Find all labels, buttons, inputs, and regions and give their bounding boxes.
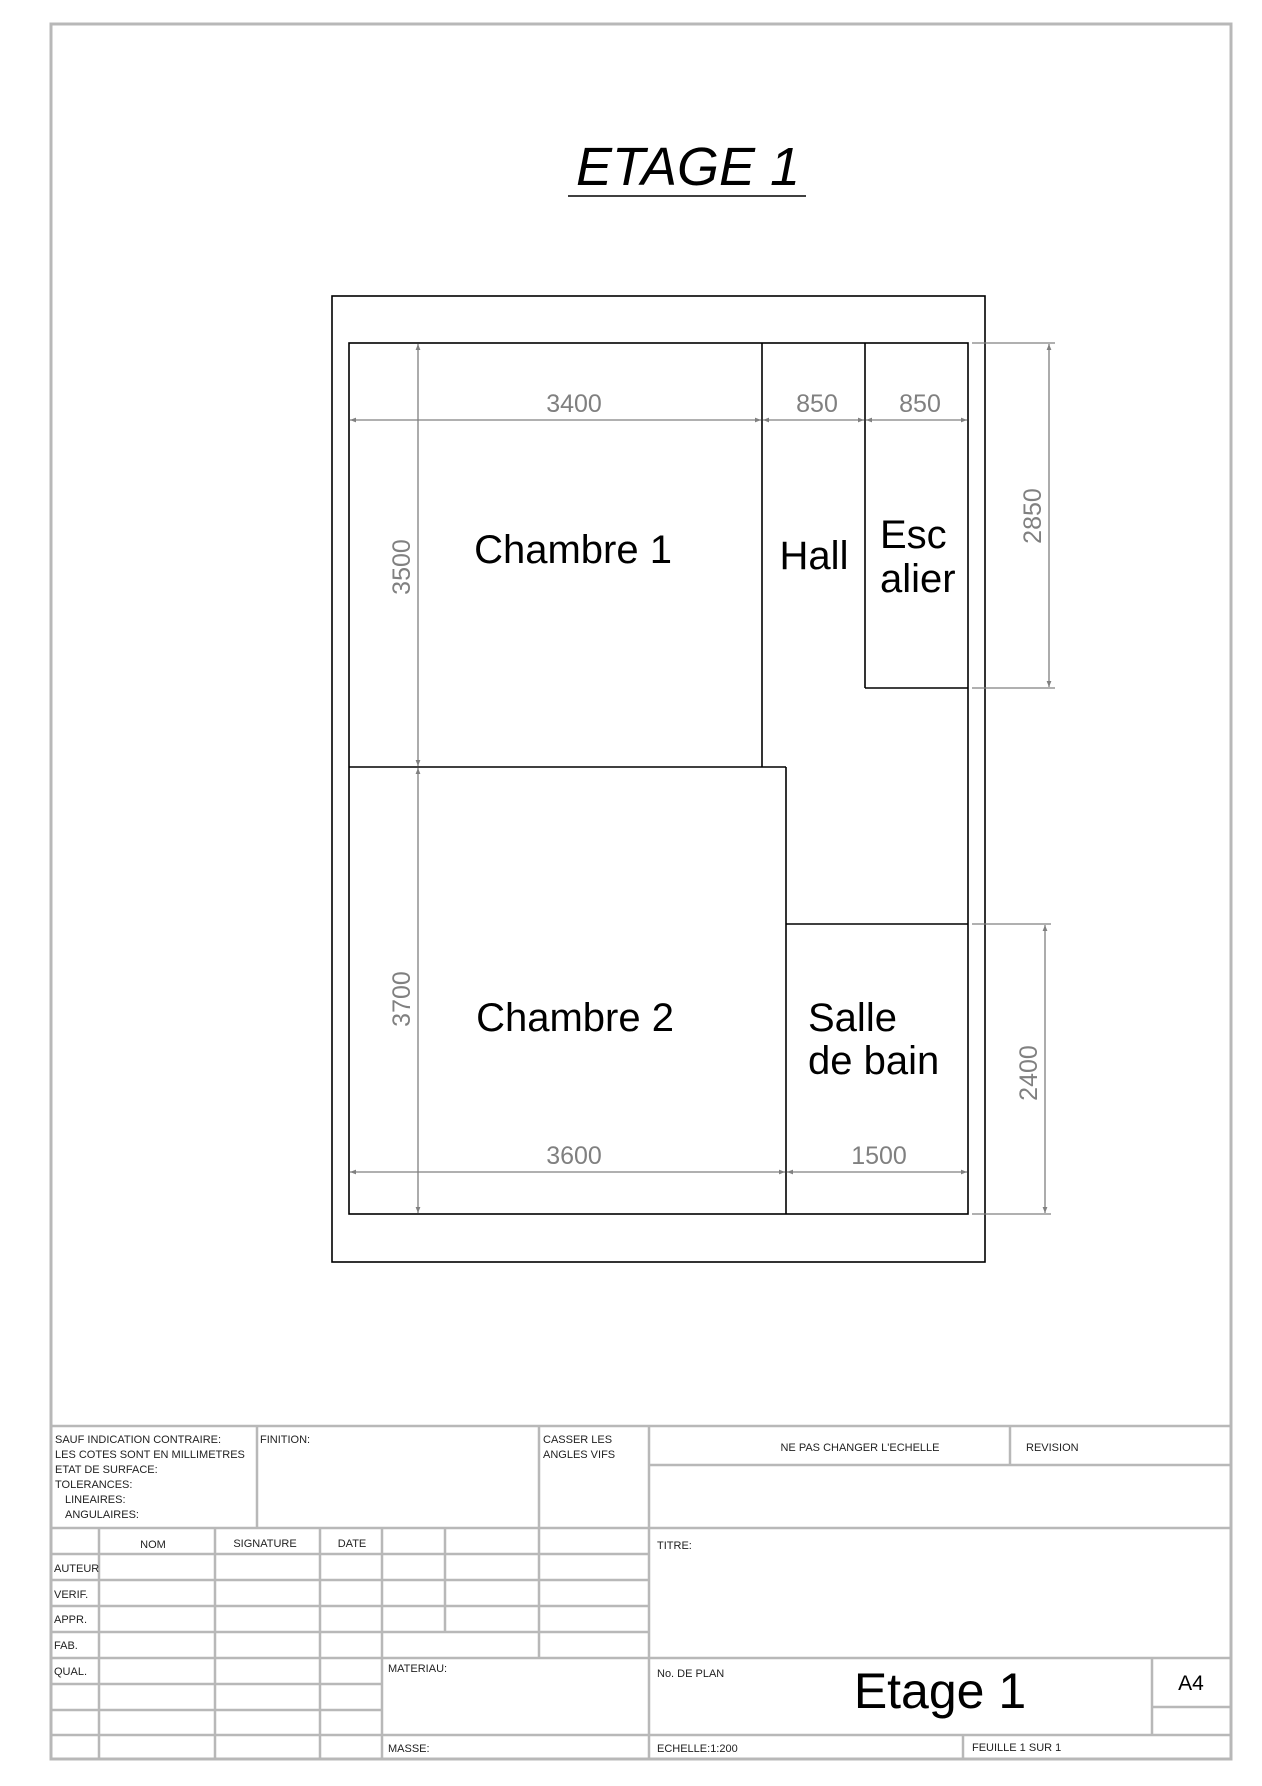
row-label-appr: APPR. xyxy=(54,1614,88,1626)
header-date: DATE xyxy=(337,1538,367,1550)
title-block xyxy=(51,1426,1231,1759)
notes-line-2: LES COTES SONT EN MILLIMETRES xyxy=(55,1449,245,1461)
header-nom: NOM xyxy=(140,1539,166,1551)
notes-line-4: TOLERANCES: xyxy=(55,1479,133,1491)
floor-plan-walls xyxy=(349,343,968,1214)
dim-value-hall-width: 850 xyxy=(796,390,838,418)
format-label: A4 xyxy=(1178,1672,1204,1695)
casser-line-1: CASSER LES xyxy=(543,1434,613,1446)
revision-label: REVISION xyxy=(1026,1442,1079,1454)
room-label-escalier-line1: Esc xyxy=(880,513,947,557)
plan-number-label: No. DE PLAN xyxy=(657,1668,725,1680)
dim-value-chambre2-width: 3600 xyxy=(546,1142,602,1170)
room-label-salle-line2: de bain xyxy=(808,1039,940,1083)
room-label-chambre1: Chambre 1 xyxy=(474,528,672,572)
dimension-lines xyxy=(350,343,1055,1214)
room-label-hall: Hall xyxy=(779,534,849,578)
scale-label: ECHELLE:1:200 xyxy=(657,1743,738,1755)
room-label-chambre2: Chambre 2 xyxy=(476,996,674,1040)
title-block-lines xyxy=(51,1426,1231,1759)
dim-value-salle-height: 2400 xyxy=(1015,1045,1043,1101)
sheet-border xyxy=(51,24,1231,1759)
dim-value-chambre1-width: 3400 xyxy=(546,390,602,418)
room-label-salle-line1: Salle xyxy=(808,996,897,1040)
masse-label: MASSE: xyxy=(388,1743,430,1755)
dim-value-chambre1-height: 3500 xyxy=(388,539,416,595)
notes-line-1: SAUF INDICATION CONTRAIRE: xyxy=(55,1434,222,1446)
dim-value-escalier-height: 2850 xyxy=(1019,488,1047,544)
materiau-label: MATERIAU: xyxy=(388,1663,448,1675)
dim-value-salle-width: 1500 xyxy=(851,1142,907,1170)
row-label-fab: FAB. xyxy=(54,1640,78,1652)
building-outline xyxy=(349,343,968,1214)
titre-label: TITRE: xyxy=(657,1540,692,1552)
row-label-verif: VERIF. xyxy=(54,1589,89,1601)
plan-frame xyxy=(332,296,985,1262)
notes-line-3: ETAT DE SURFACE: xyxy=(55,1464,158,1476)
notes-line-5: LINEAIRES: xyxy=(65,1494,126,1506)
scale-warning: NE PAS CHANGER L'ECHELLE xyxy=(780,1442,940,1454)
room-label-escalier-line2: alier xyxy=(880,557,956,601)
casser-line-2: ANGLES VIFS xyxy=(543,1449,616,1461)
row-label-qual: QUAL. xyxy=(54,1666,88,1678)
header-signature: SIGNATURE xyxy=(233,1538,297,1550)
dim-value-escalier-width: 850 xyxy=(899,390,941,418)
dim-value-chambre2-height: 3700 xyxy=(388,971,416,1027)
finition-label: FINITION: xyxy=(260,1434,311,1446)
notes-line-6: ANGULAIRES: xyxy=(65,1509,139,1521)
sheet-number-label: FEUILLE 1 SUR 1 xyxy=(972,1742,1062,1754)
drawing-title: ETAGE 1 xyxy=(575,137,801,197)
row-label-auteur: AUTEUR xyxy=(54,1563,100,1575)
plan-name: Etage 1 xyxy=(853,1663,1027,1719)
